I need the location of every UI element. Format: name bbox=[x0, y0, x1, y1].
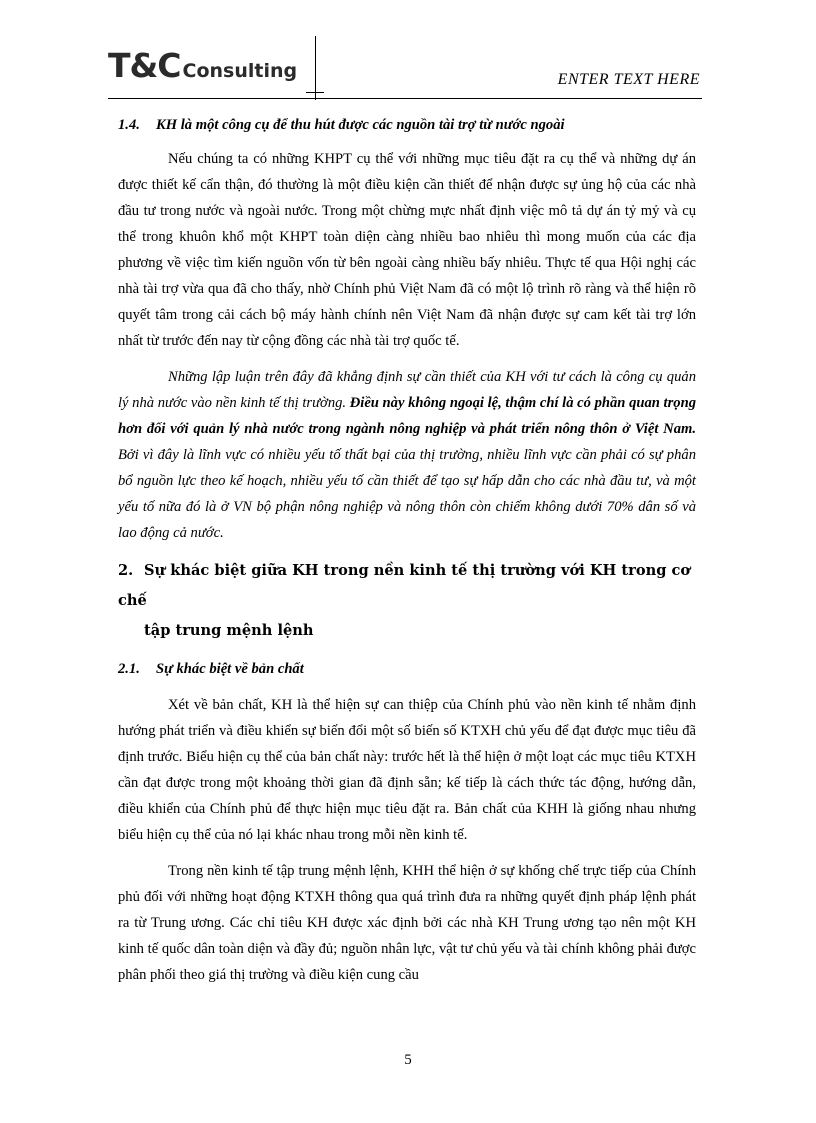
heading-2 bbox=[118, 556, 696, 646]
heading-number: 2.1. bbox=[118, 661, 140, 677]
heading-number: 1.4. bbox=[118, 117, 140, 133]
header-vertical-divider bbox=[315, 36, 316, 100]
page-header bbox=[108, 36, 702, 102]
header-divider-tick bbox=[306, 92, 324, 93]
paragraph-text: Những lập luận trên đây đã khẳng định sự cần thiết của KH với tư cách là công cụ quản lý nhà nước vào nền kinh tế thị trường. bbox=[118, 369, 696, 411]
heading-title-line1: Sự khác biệt giữa KH trong nền kinh tế thị trường với KH trong cơ chế bbox=[118, 562, 691, 609]
logo-tc-text: T&C bbox=[108, 46, 181, 85]
heading-title: Sự khác biệt về bản chất bbox=[156, 661, 304, 677]
heading-title: KH là một công cụ để thu hút được các nguồn tài trợ từ nước ngoài bbox=[156, 117, 565, 133]
paragraph-2-1-b: Trong nền kinh tế tập trung mệnh lệnh, KHH thể hiện ở sự khống chế trực tiếp của Chính phủ đối với những hoạt động KTXH thông qua quá trình đưa ra những quyết định pháp lệnh phát ra từ Trung ương. Các chỉ tiêu KH được xác định bởi các nhà KH Trung ương tạo nên một KH kinh tế quốc dân toàn diện và đầy đủ; nguồn nhân lực, vật tư chủ yếu và tài chính không phải được phân phối theo giá thị trường và điều kiện cung cầu bbox=[118, 863, 696, 983]
header-rule bbox=[108, 98, 702, 99]
paragraph-text: Bởi vì đây là lĩnh vực có nhiều yếu tố thất bại của thị trường, nhiều lĩnh vực cần phải có sự phân bổ nguồn lực theo kế hoạch, nhiều yếu tố cần thiết để tạo sự hấp dẫn cho các nhà đầu tư, và một yếu tố nữa đó là ở VN bộ phận nông nghiệp và nông thôn còn chiếm không dưới 70% dân số và lao động cả nước. bbox=[118, 447, 696, 541]
page-content bbox=[118, 112, 696, 988]
heading-title-line2: tập trung mệnh lệnh bbox=[144, 622, 314, 639]
page-number: 5 bbox=[404, 1052, 412, 1068]
paragraph-1-4-b bbox=[118, 364, 696, 546]
paragraph-bold-text: Điều này không ngoại lệ, thậm chí là có phần quan trọng hơn đối với quản lý nhà nước trong ngành nông nghiệp và phát triển nông thôn ở Việt Nam. bbox=[118, 395, 696, 437]
logo-consulting-text: Consulting bbox=[182, 60, 298, 82]
company-logo bbox=[108, 46, 297, 85]
paragraph-2-1-a: Xét về bản chất, KH là thể hiện sự can thiệp của Chính phủ vào nền kinh tế nhằm định hướng phát triển và điều khiển sự biến đổi một số biến số KTXH chủ yếu để đạt được mục tiêu đã định trước. Biểu hiện cụ thể của bản chất này: trước hết là thể hiện ở một loạt các mục tiêu KTXH cần đạt được trong một khoảng thời gian đã định sẵn; kế tiếp là cách thức tác động, hướng dẫn, điều khiển của Chính phủ để thực hiện mục tiêu đặt ra. Bản chất của KHH là giống nhau nhưng biểu hiện cụ thể của nó lại khác nhau trong mỗi nền kinh tế. bbox=[118, 697, 696, 843]
header-placeholder-text: ENTER TEXT HERE bbox=[557, 71, 700, 88]
heading-number: 2. bbox=[118, 562, 134, 579]
heading-1-4 bbox=[118, 112, 696, 138]
heading-2-1 bbox=[118, 656, 696, 682]
paragraph-1-4-a: Nếu chúng ta có những KHPT cụ thể với những mục tiêu đặt ra cụ thể và những dự án được thiết kế cẩn thận, đó thường là một điều kiện cần thiết để nhận được sự ủng hộ của các nhà đầu tư trong nước và ngoài nước. Trong một chừng mực nhất định việc mô tả dự án tỷ mỷ và cụ thể trong khuôn khổ một KHPT toàn diện càng nhiều bao nhiêu thì mong muốn của các địa phương về việc tìm kiến nguồn vốn từ bên ngoài càng nhiều bấy nhiêu. Thực tế qua Hội nghị các nhà tài trợ vừa qua đã cho thấy, nhờ Chính phủ Việt Nam đã có một lộ trình rõ ràng và thể hiện rõ quyết tâm trong cải cách bộ máy hành chính nên Việt Nam đã nhận được sự cam kết tài trợ lớn nhất từ trước đến nay từ cộng đồng các nhà tài trợ quốc tế. bbox=[118, 151, 696, 349]
